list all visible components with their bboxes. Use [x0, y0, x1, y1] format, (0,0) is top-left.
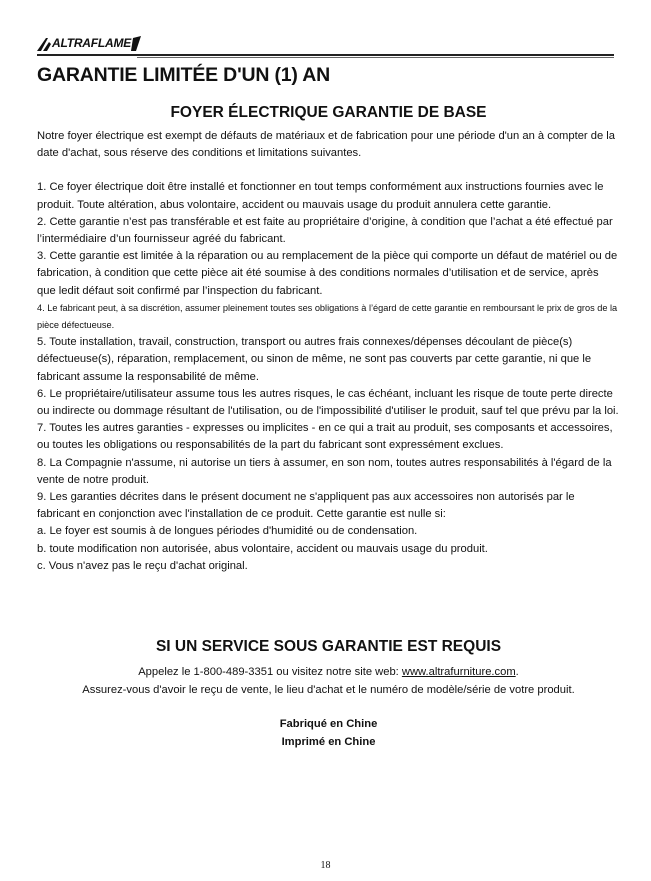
- clause-9c: c. Vous n'avez pas le reçu d'achat original.: [37, 559, 248, 572]
- clause-8: 8. La Compagnie n'assume, ni autorise un tiers à assumer, en son nom, toutes autres responsabilités à l'égard de la vente de notre produit.: [37, 456, 612, 486]
- intro-paragraph: Notre foyer électrique est exempt de défauts de matériaux et de fabrication pour une période d'un an à compter de la date d'achat, sous réserve des conditions et limitations suivantes.: [37, 130, 616, 160]
- clause-7: 7. Toutes les autres garanties - expresses ou implicites - en ce qui a trait au produit, ses composants et accessoires, ou toutes les obligations ou responsabilités de la part du fabricant sont expressément exclues.: [37, 422, 613, 452]
- clause-6: 6. Le propriétaire/utilisateur assume tous les autres risques, le cas échéant, incluant les risque de toute perte directe ou indirecte ou dommage résultant de l'utilisation, ou de l'impossibilité d'utiliser le produit, sauf tel que prévu par la loi.: [37, 387, 619, 418]
- clause-5: 5. Toute installation, travail, construction, transport ou autres frais connexes/dépenses découlant de pièce(s) défectueuse(s), réparation, remplacement, ou sinon de même, ne sont pas couverts par cette garantie, ni que le fabricant assume la responsabilité de même.: [37, 336, 592, 383]
- clause-3: 3. Cette garantie est limitée à la réparation ou au remplacement de la pièce qui comporte un défaut de matériel ou de fabrication, à condition que cette pièce ait été soumise à des conditions normales d’utilisation et de service, après que ledit défaut soit confirmé par l’inspection du fabricant.: [37, 250, 618, 297]
- service-heading: SI UN SERVICE SOUS GARANTIE EST REQUIS: [155, 638, 502, 655]
- page-number: 18: [320, 860, 331, 871]
- clause-1: 1. Ce foyer électrique doit être installé et fonctionner en tout temps conformément aux instructions fournies avec le produit. Toute altération, abus volontaire, accident ou mauvais usage du produit annulera cette garantie.: [37, 181, 604, 211]
- clause-2: 2. Cette garantie n’est pas transférable et est faite au propriétaire d’origine, à condition que l’achat a été effectué par l’intermédiaire d’un fournisseur agréé du fabricant.: [37, 215, 613, 246]
- clause-9: 9. Les garanties décrites dans le présent document ne s'appliquent pas aux accessoires non autorisés par le fabricant en conjonction avec l'installation de ce produit. Cette garantie est nulle si:: [37, 491, 575, 521]
- clause-9a: a. Le foyer est soumis à de longues périodes d'humidité ou de condensation.: [37, 525, 418, 538]
- section-subtitle: FOYER ÉLECTRIQUE GARANTIE DE BASE: [170, 104, 487, 121]
- service-phone-text: Appelez le 1-800-489-3351 ou visitez notre site web:: [138, 666, 402, 678]
- made-in: Fabriqué en Chine: [279, 718, 378, 730]
- page-title: GARANTIE LIMITÉE D'UN (1) AN: [37, 64, 330, 86]
- origin-info: [37, 716, 620, 751]
- altraflame-logo: [37, 35, 142, 55]
- warranty-body: [37, 128, 620, 575]
- brand-name: ALTRAFLAME: [52, 36, 132, 50]
- page-header: [37, 35, 614, 59]
- header-rule-thin: [137, 57, 614, 58]
- header-rule: [37, 54, 614, 56]
- service-line-2: Assurez-vous d'avoir le reçu de vente, le lieu d'achat et le numéro de modèle/série de votre produit.: [82, 683, 575, 696]
- clause-4: 4. Le fabricant peut, à sa discrétion, assumer pleinement toutes ses obligations à l’égard de cette garantie en remboursant le prix de gros de la pièce défectueuse.: [37, 302, 618, 331]
- service-info: [37, 664, 620, 699]
- clause-9b: b. toute modification non autorisée, abus volontaire, accident ou mauvais usage du produit.: [37, 542, 488, 555]
- service-line-1-end: .: [515, 666, 519, 678]
- website-link[interactable]: www.altrafurniture.com: [401, 666, 516, 678]
- spacer: [37, 162, 620, 179]
- printed-in: Imprimé en Chine: [281, 735, 376, 748]
- service-line-1: [37, 664, 620, 682]
